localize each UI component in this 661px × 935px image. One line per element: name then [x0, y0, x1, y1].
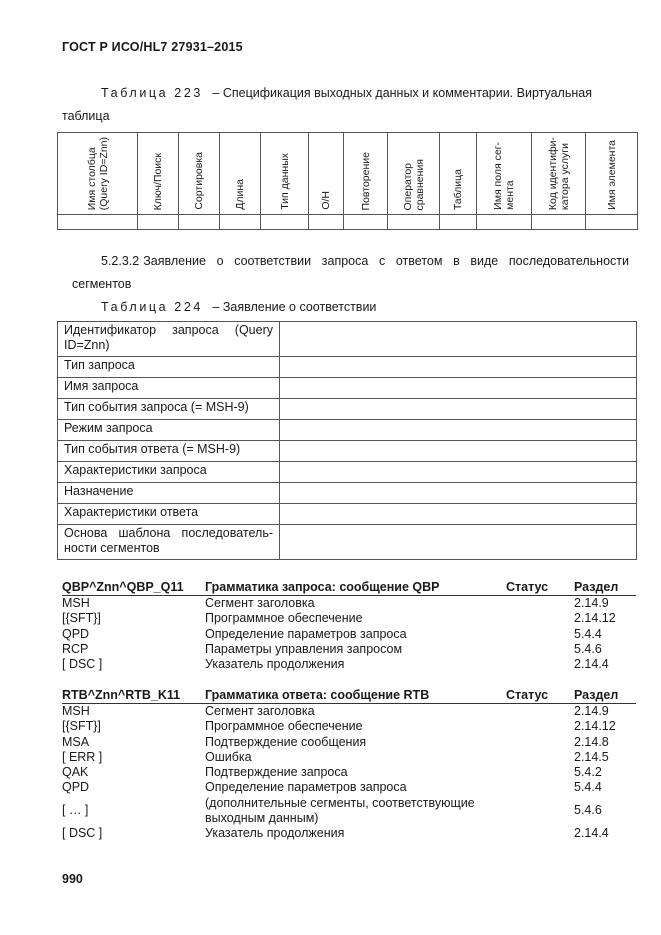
table224-label: Назначение [64, 484, 134, 498]
response-grammar-cell: Подтверждение запроса [205, 765, 348, 780]
query-grammar-row [62, 642, 636, 657]
response-grammar-cell: 5.4.4 [574, 780, 602, 795]
table224-value-cell [280, 441, 637, 462]
query-grammar-cell: Указатель продолжения [205, 657, 345, 672]
table223-empty-cell [138, 215, 179, 230]
query-grammar-cell: Сегмент заголовка [205, 596, 315, 610]
response-grammar-cell: MSH [62, 704, 90, 718]
table223-header-label: Имя столбца (Query ID=Znn) [85, 136, 110, 210]
table224-label-cell [58, 504, 280, 525]
table223-header-cell [477, 133, 532, 215]
section-title-word: о [216, 254, 224, 268]
query-grammar-cell: 5.4.4 [574, 626, 602, 641]
response-grammar-cell [506, 750, 566, 765]
query-grammar-cell: QPD [62, 626, 90, 641]
section-title-word: в [453, 254, 460, 268]
response-grammar-cell: 2.14.5 [574, 749, 609, 764]
table224-caption [101, 300, 376, 314]
response-grammar-cell: QPD [62, 780, 90, 795]
response-grammar-cell [506, 765, 566, 780]
table224-label: Характеристики запроса [64, 463, 207, 477]
table224-value-cell [280, 399, 637, 420]
response-grammar-row [62, 826, 636, 841]
table223-caption-continuation: таблица [62, 109, 110, 123]
table224-row [58, 420, 637, 441]
response-grammar-row [62, 735, 636, 750]
query-grammar-header-cell: Статус [506, 580, 566, 596]
table223-header-cell [440, 133, 477, 215]
section-title-word: Заявление [143, 254, 206, 268]
table224-label-cell [58, 462, 280, 483]
response-grammar-row [62, 796, 636, 827]
query-grammar-cell: 2.14.9 [574, 596, 609, 610]
query-grammar-cell [506, 657, 566, 672]
query-grammar-header-cell: Раздел [566, 580, 636, 596]
table224-label: Основа шаблона последователь- [64, 526, 273, 540]
response-grammar-row [62, 719, 636, 734]
table223-header-label: Сортировка [193, 152, 205, 210]
query-grammar-row [62, 627, 636, 642]
table224-label-cell [58, 357, 280, 378]
response-grammar-cell: [ … ] [62, 803, 89, 818]
table223-empty-cell [388, 215, 440, 230]
table223-header-cell [532, 133, 586, 215]
table223-header-cell [388, 133, 440, 215]
table224-row [58, 441, 637, 462]
table224-label-cell [58, 378, 280, 399]
table224-label-cont: ности сегментов [64, 541, 160, 555]
table223-header-cell [58, 133, 138, 215]
response-grammar-header-row [62, 688, 636, 704]
response-grammar-cell: (дополнительные сегменты, соответствующие выходным данным) [205, 795, 475, 826]
table224-value-cell [280, 504, 637, 525]
query-grammar-row [62, 611, 636, 626]
table223-empty-cell [477, 215, 532, 230]
query-grammar-row [62, 596, 636, 612]
table224-caption-text: – Заявление о соответствии [212, 300, 377, 314]
response-grammar-cell [506, 719, 566, 734]
response-grammar-cell [506, 780, 566, 795]
table224-value-cell [280, 483, 637, 504]
table224-row [58, 462, 637, 483]
query-grammar-header-cell: QBP^Znn^QBP_Q11 [62, 580, 205, 596]
query-grammar-cell: Программное обеспечение [205, 611, 363, 626]
query-grammar-cell: Параметры управления запросом [205, 641, 403, 656]
table224-value-cell [280, 378, 637, 399]
table223-empty-cell [58, 215, 138, 230]
table223-header-label: Оператор сравнения [401, 158, 426, 210]
table224-value-cell [280, 462, 637, 483]
query-grammar-cell: 5.4.6 [574, 641, 602, 656]
table223-header-cell [261, 133, 309, 215]
response-grammar-cell: Ошибка [205, 749, 252, 764]
query-grammar-cell: 2.14.4 [574, 657, 609, 672]
response-grammar-cell: 5.4.6 [574, 803, 602, 818]
table224-value-cell [280, 525, 637, 560]
table223-empty-cell [309, 215, 344, 230]
section-number: 5.2.3.2 [101, 254, 140, 268]
table223-caption-label: Таблица 223 [101, 86, 203, 100]
table224-value-cell [280, 322, 637, 357]
response-grammar-cell: 2.14.8 [574, 734, 609, 749]
table223-empty-cell [261, 215, 309, 230]
query-grammar-cell: 2.14.12 [574, 611, 616, 626]
response-grammar-header-cell: Раздел [566, 688, 636, 704]
response-grammar-cell: 2.14.12 [574, 719, 616, 734]
query-grammar-cell: [ DSC ] [62, 657, 103, 672]
table223-header-label: Таблица [452, 168, 464, 210]
table224-label-cell [58, 441, 280, 462]
response-grammar-cell: 2.14.9 [574, 704, 609, 718]
table224-value-cell [280, 357, 637, 378]
table224-label-cell [58, 525, 280, 560]
response-grammar-cell: Подтверждение сообщения [205, 734, 367, 749]
table223-caption [101, 86, 592, 100]
query-grammar-cell: RCP [62, 641, 89, 656]
response-grammar-header-cell: RTB^Znn^RTB_K11 [62, 688, 205, 704]
response-grammar-cell [506, 796, 566, 827]
table224-label-cont: ID=Znn) [64, 338, 110, 352]
table224-label: Характеристики ответа [64, 505, 199, 519]
table223-empty-cell [532, 215, 586, 230]
response-grammar-row [62, 704, 636, 720]
response-grammar-cell: Программное обеспечение [205, 719, 363, 734]
table224-label: Тип запроса [64, 358, 135, 372]
table223-empty-cell [586, 215, 638, 230]
response-grammar-table [62, 688, 636, 842]
section-title-word: с [378, 254, 386, 268]
table223-empty-cell [220, 215, 261, 230]
table223-header-cell [179, 133, 220, 215]
response-grammar-cell: Указатель продолжения [205, 826, 345, 841]
table223-header-label: О/Н [320, 191, 332, 210]
table224-label: Идентификатор запроса (Query [64, 323, 273, 337]
query-grammar-cell [506, 642, 566, 657]
query-grammar-cell: Определение параметров запроса [205, 626, 407, 641]
response-grammar-cell: QAK [62, 765, 89, 780]
document-header: ГОСТ Р ИСО/HL7 27931–2015 [62, 40, 243, 54]
table223-header-cell [344, 133, 388, 215]
query-grammar-table [62, 580, 636, 672]
response-grammar-header-cell: Грамматика ответа: сообщение RTB [205, 688, 506, 704]
query-grammar-cell [506, 596, 566, 612]
table224-label-cell [58, 399, 280, 420]
section-title-word: виде [470, 254, 499, 268]
section-title-word: последовательности [508, 254, 629, 268]
table224-row [58, 378, 637, 399]
query-grammar-header-row [62, 580, 636, 596]
table224-label: Режим запроса [64, 421, 153, 435]
table224-label-cell [58, 420, 280, 441]
section-title [101, 254, 629, 268]
response-grammar-cell: Сегмент заголовка [205, 704, 315, 718]
response-grammar-header-cell: Статус [506, 688, 566, 704]
section-title-word: соответствии [234, 254, 312, 268]
section-title-word: ответом [395, 254, 443, 268]
response-grammar-cell [506, 704, 566, 720]
table223-header-label: Повторение [359, 151, 372, 210]
table224-row [58, 483, 637, 504]
table224-row [58, 399, 637, 420]
response-grammar-cell: [ ERR ] [62, 749, 103, 764]
table223-header-label: Тип данных [278, 153, 291, 210]
response-grammar-row [62, 780, 636, 795]
table223-header-cell [586, 133, 638, 215]
response-grammar-cell: [{SFT}] [62, 719, 101, 734]
response-grammar-cell: MSA [62, 734, 90, 749]
table224 [57, 321, 637, 560]
table224-row [58, 322, 637, 357]
table223-empty-cell [344, 215, 388, 230]
table223-empty-cell [179, 215, 220, 230]
table224-label: Тип события запроса (= MSH-9) [64, 400, 249, 414]
response-grammar-cell: [ DSC ] [62, 826, 103, 841]
response-grammar-cell [506, 826, 566, 841]
table223-header-label: Длина [234, 179, 246, 210]
table224-row [58, 357, 637, 378]
query-grammar-cell: MSH [62, 596, 90, 610]
response-grammar-cell: Определение параметров запроса [205, 780, 407, 795]
table224-label-cell [58, 483, 280, 504]
table223-empty-cell [440, 215, 477, 230]
table224-value-cell [280, 420, 637, 441]
table223-header-label: Код идентифи- катора услуги [546, 136, 571, 210]
table223-caption-text: – Спецификация выходных данных и комментарии. Виртуальная [212, 86, 592, 100]
table223-header-label: Имя элемента [605, 140, 618, 210]
table223-header-cell [138, 133, 179, 215]
table223-header-label: Ключ/Поиск [152, 152, 164, 210]
table224-label: Тип события ответа (= MSH-9) [64, 442, 241, 456]
query-grammar-cell: [{SFT}] [62, 611, 101, 626]
response-grammar-row [62, 750, 636, 765]
response-grammar-cell: 5.4.2 [574, 765, 602, 780]
table223-header-cell [220, 133, 261, 215]
query-grammar-cell [506, 611, 566, 626]
table224-label: Имя запроса [64, 379, 139, 393]
table223-header-cell [309, 133, 344, 215]
table224-label-cell [58, 322, 280, 357]
section-title-continuation: сегментов [72, 277, 132, 291]
query-grammar-header-cell: Грамматика запроса: сообщение QBP [205, 580, 506, 596]
page-number: 990 [62, 872, 83, 886]
query-grammar-row [62, 657, 636, 672]
response-grammar-cell: 2.14.4 [574, 826, 609, 841]
response-grammar-cell [506, 735, 566, 750]
query-grammar-cell [506, 627, 566, 642]
table223 [57, 132, 638, 230]
response-grammar-row [62, 765, 636, 780]
table224-row [58, 525, 637, 560]
table224-row [58, 504, 637, 525]
section-title-word: запроса [321, 254, 369, 268]
table224-caption-label: Таблица 224 [101, 300, 203, 314]
table223-header-label: Имя поля сег- мента [492, 142, 516, 210]
